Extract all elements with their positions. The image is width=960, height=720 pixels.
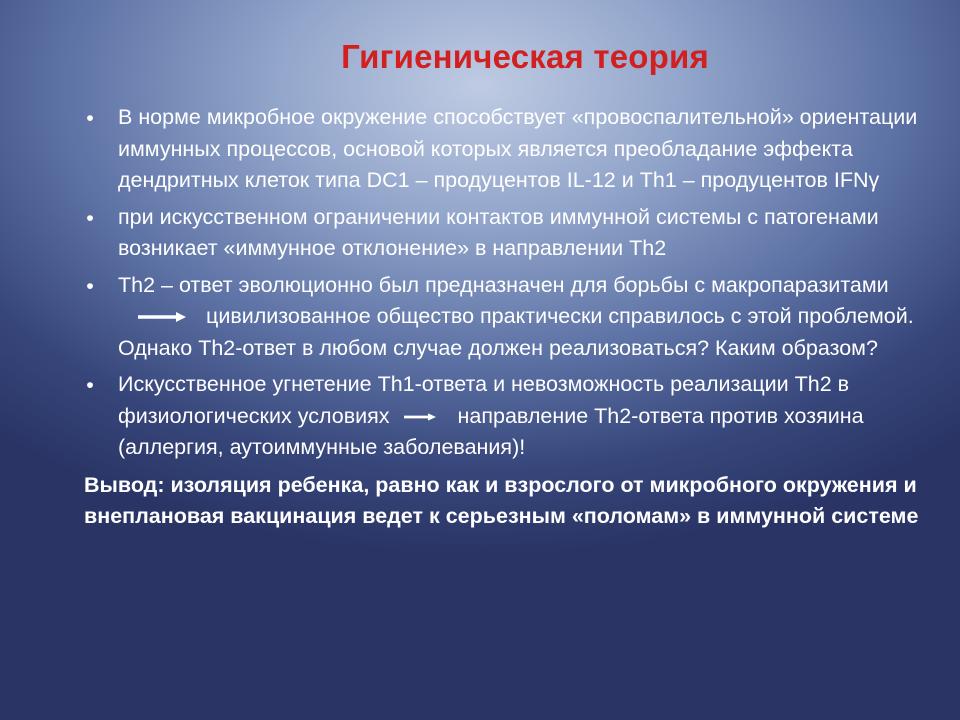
slide-title: Гигиеническая теория <box>341 38 709 75</box>
bullet-item <box>84 270 920 365</box>
right-arrow-icon <box>404 411 436 423</box>
bullet-text-before-arrow: Искусственное угнетение Th1-ответа и невозможность реализации Th2 в физиологических условиях <box>118 372 850 428</box>
bullet-text-after-arrow: цивилизованное общество практически справилось с этой проблемой. Однако Th2-ответ в любом случае должен реализоваться? Каким образом? <box>118 304 914 360</box>
right-arrow-icon <box>138 311 186 323</box>
bullet-item <box>84 202 920 265</box>
bullet-text: при искусственном ограничении контактов иммунной системы с патогенами возникает «иммунное отклонение» в направлении Th2 <box>118 204 879 260</box>
bullet-text-after-arrow: направление Th2-ответа против хозяина (аллергия, аутоиммунные заболевания)! <box>118 403 864 459</box>
bullet-icon: • <box>86 373 94 397</box>
bullet-item <box>84 102 920 197</box>
bullet-item <box>84 369 920 464</box>
bullet-icon: • <box>86 205 94 230</box>
conclusion-text: Вывод: изоляция ребенка, равно как и взрослого от микробного окружения и внеплановая вакцинация ведет к серьезным «поломам» в иммунной системе <box>84 472 919 528</box>
bullet-icon: • <box>86 273 94 298</box>
bullet-text-before-arrow: Th2 – ответ эволюционно был предназначен для борьбы с макропаразитами <box>118 272 889 297</box>
bullet-list <box>84 102 920 464</box>
bullet-text: В норме микробное окружение способствует «провоспалительной» ориентации иммунных процессов, основой которых является преобладание эффекта дендритных клеток типа DC1 – продуцентов IL-12 и Th1 – продуцентов IFNγ <box>118 105 918 192</box>
slide-body <box>84 102 920 533</box>
bullet-icon: • <box>86 106 94 130</box>
